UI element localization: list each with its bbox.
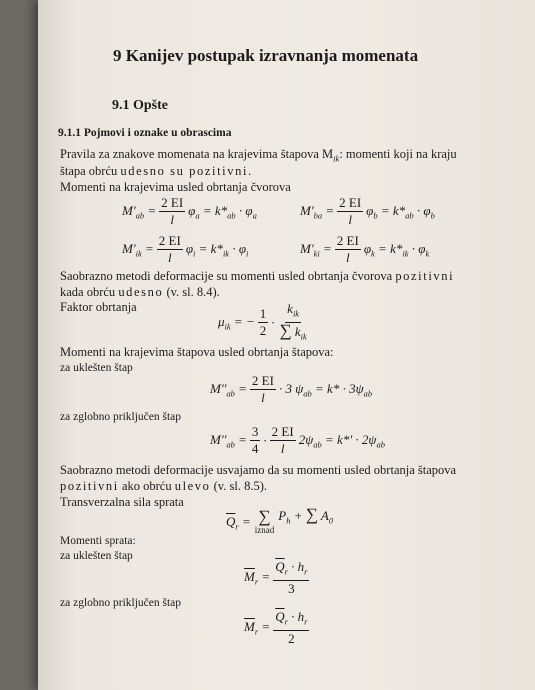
sprata-moments-label: Momenti sprata: [60, 535, 136, 547]
fixed-bar-label-2: za uklešten štap [60, 550, 133, 562]
para2-line1: Saobrazno metodi deformacije su momenti usled obrtanja čvorova pozitivni [60, 269, 455, 283]
hinged-bar-label-2: za zglobno priključen štap [60, 597, 182, 609]
formula-m-ba: $M'_{ba}$ = $\frac{2 EI}{l}$ $\varphi_b = k*_{ab} \cdot \varphi_b$ [300, 195, 435, 227]
formula-q: $\overline{Q}_r$ = ∑ iznad $P_h$ + ∑ $A_0$ [226, 505, 334, 535]
para3-line2: pozitivni ako obrću ulevo (v. sl. 8.5). [60, 479, 267, 493]
bar-rotation-label: Momenti na krajevima štapova usled obrtanja štapova: [60, 345, 334, 359]
book-page [38, 0, 535, 690]
formula-m-r-fixed: $\overline{M}_r$ = $\frac{\overline{Q}_r \cdot h_r}{3}$ [244, 559, 308, 596]
formula-m-ki: $M'_{ki}$ = $\frac{2 EI}{l}$ $\varphi_k = k*_{ik} \cdot \varphi_k$ [300, 233, 430, 265]
rotation-factor-label: Faktor obrtanja [60, 300, 137, 314]
para1-line2: štapa obrću udesno su pozitivni. [60, 164, 253, 178]
formula-m-r-hinged: $\overline{M}_r$ = $\frac{\overline{Q}_r \cdot h_r}{2}$ [244, 609, 308, 646]
subsection-title: 9.1.1 Pojmovi i oznake u obrascima [58, 127, 232, 139]
formula-m-ik: $M'_{ik}$ = $\frac{2 EI}{l}$ $\varphi_i = k*_{ik} \cdot \varphi_i$ [122, 233, 249, 265]
para2-line2: kada obrću udesno (v. sl. 8.4). [60, 285, 220, 299]
chapter-title: 9 Kanijev postupak izravnanja momenata [113, 46, 419, 65]
fixed-bar-label: za uklešten štap [60, 362, 133, 374]
formula-mu: $\mu_{ik}$ = − $\frac{1}{2}$ · $\frac{k_{ik}}{\sum k_{ik}}$ [218, 301, 307, 342]
para3-line1: Saobrazno metodi deformacije usvajamo da su momenti usled obrtanja štapova [60, 463, 457, 477]
transverse-force-label: Transverzalna sila sprata [60, 495, 184, 509]
formula-m-fixed: $M''_{ab}$ = $\frac{2 EI}{l}$ · 3 $\psi_{ab} = k* \cdot 3\psi_{ab}$ [210, 373, 373, 405]
formula-m-ab: $M'_{ab}$ = $\frac{2 EI}{l}$ $\varphi_a = k*_{ab} \cdot \varphi_a$ [122, 195, 257, 227]
formula-m-hinged: $M''_{ab}$ = $\frac{3}{4}$ · $\frac{2 EI}{l}$ $2\psi_{ab} = k*' \cdot 2\psi_{ab}$ [210, 424, 385, 456]
hinged-bar-label: za zglobno priključen štap [60, 411, 182, 423]
section-title: 9.1 Opšte [112, 98, 168, 113]
joint-rotation-label: Momenti na krajevima usled obrtanja čvorova [60, 180, 291, 194]
para1-line1: Pravila za znakove momenata na krajevima štapova $M_{ik}$: momenti koji na kraju [60, 147, 457, 164]
